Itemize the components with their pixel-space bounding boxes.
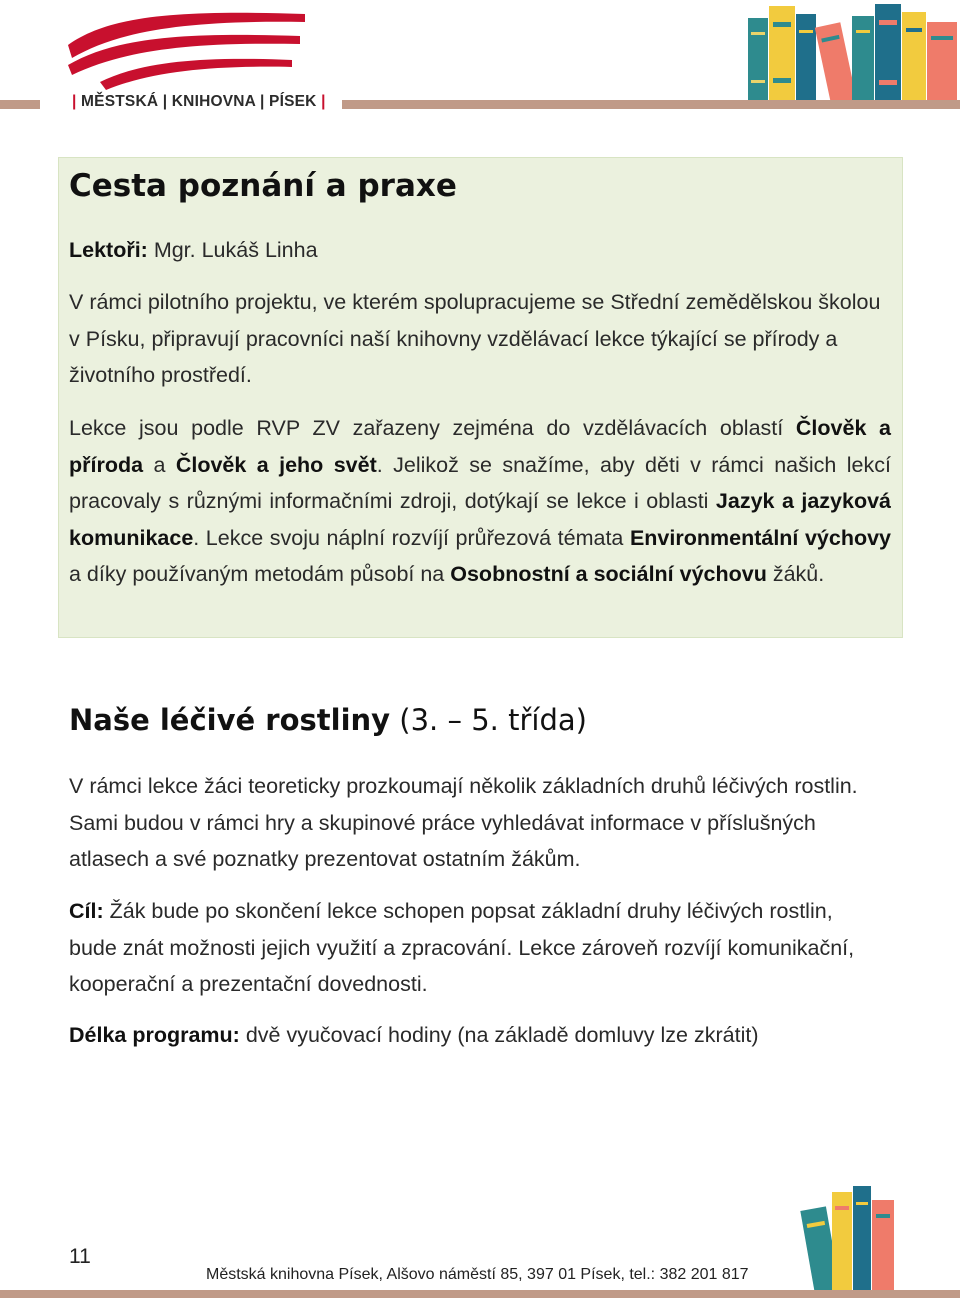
p2-text6: žáků.	[766, 562, 825, 586]
p2-text2: a	[143, 452, 176, 477]
section1-title: Cesta poznání a praxe	[69, 168, 457, 204]
library-logo-icon	[60, 0, 320, 95]
section2-title-grade: (3. – 5. třída)	[390, 703, 587, 737]
page-number: 11	[69, 1245, 91, 1268]
p2-text4: . Lekce svoju náplní rozvíjí průřezová témata	[193, 525, 630, 550]
p2-bold3: Jazyk a jazyková komunikace	[69, 489, 891, 550]
goal-label: Cíl:	[69, 899, 104, 923]
lecturers-label: Lektoři:	[69, 238, 148, 262]
section2-title	[69, 703, 587, 737]
section2-title-text: Naše léčivé rostliny	[69, 703, 391, 737]
books-icon	[748, 0, 960, 104]
header-rule-left	[0, 100, 40, 109]
section2-length	[69, 1017, 909, 1054]
footer-address: Městská knihovna Písek, Alšovo náměstí 85, 397 01 Písek, tel.: 382 201 817	[206, 1266, 749, 1283]
p2-bold4: Environmentální výchovy	[629, 525, 892, 550]
p2-bold2: Člověk a jeho svět	[175, 452, 377, 477]
section2-goal	[69, 893, 869, 1003]
lecturers-line	[69, 232, 891, 269]
length-label: Délka programu:	[69, 1023, 240, 1047]
section1-intro: V rámci pilotního projektu, ve kterém spolupracujeme se Střední zemědělskou školou v Písku, připravují pracovníci naší knihovny vzdělávací lekce týkající se přírody a životního prostředí.	[69, 290, 881, 387]
length-text: dvě vyučovací hodiny (na základě domluvy lze zkrátit)	[239, 1023, 759, 1047]
p2-text3: . Jelikož se snažíme, aby děti v rámci našich lekcí pracovaly s různými informačními zdroji, dotýkají se lekce i oblasti	[69, 452, 891, 513]
library-name-text: MĚSTSKÁ | KNIHOVNA | PÍSEK	[76, 93, 322, 110]
p2-text1: Lekce jsou podle RVP ZV zařazeny zejména do vzdělávacích oblastí	[69, 416, 796, 440]
library-name-bar-end: |	[321, 93, 326, 110]
library-name-bar: |	[72, 93, 77, 110]
p2-bold1: Člověk a příroda	[69, 416, 892, 477]
goal-text: Žák bude po skončení lekce schopen popsat základní druhy léčivých rostlin, bude znát možnosti jejich využití a zpracování. Lekce zároveň rozvíjí komunikační, kooperační a prezentační dovednosti.	[69, 899, 855, 996]
library-name	[66, 93, 332, 111]
lecturers-value: Mgr. Lukáš Linha	[147, 238, 318, 262]
section1-paragraph2	[69, 410, 891, 593]
p2-text5: a díky používaným metodám působí na	[69, 562, 451, 586]
footer-rule	[0, 1290, 960, 1298]
section2-intro: V rámci lekce žáci teoreticky prozkoumají několik základních druhů léčivých rostlin. Sami budou v rámci hry a skupinové práce vyhledávat informace v příslušných atlasech a své poznatky prezentovat ostatním žákům.	[69, 774, 858, 871]
p2-bold5: Osobnostní a sociální výchovu	[450, 562, 767, 586]
footer-books-icon	[800, 1182, 910, 1292]
